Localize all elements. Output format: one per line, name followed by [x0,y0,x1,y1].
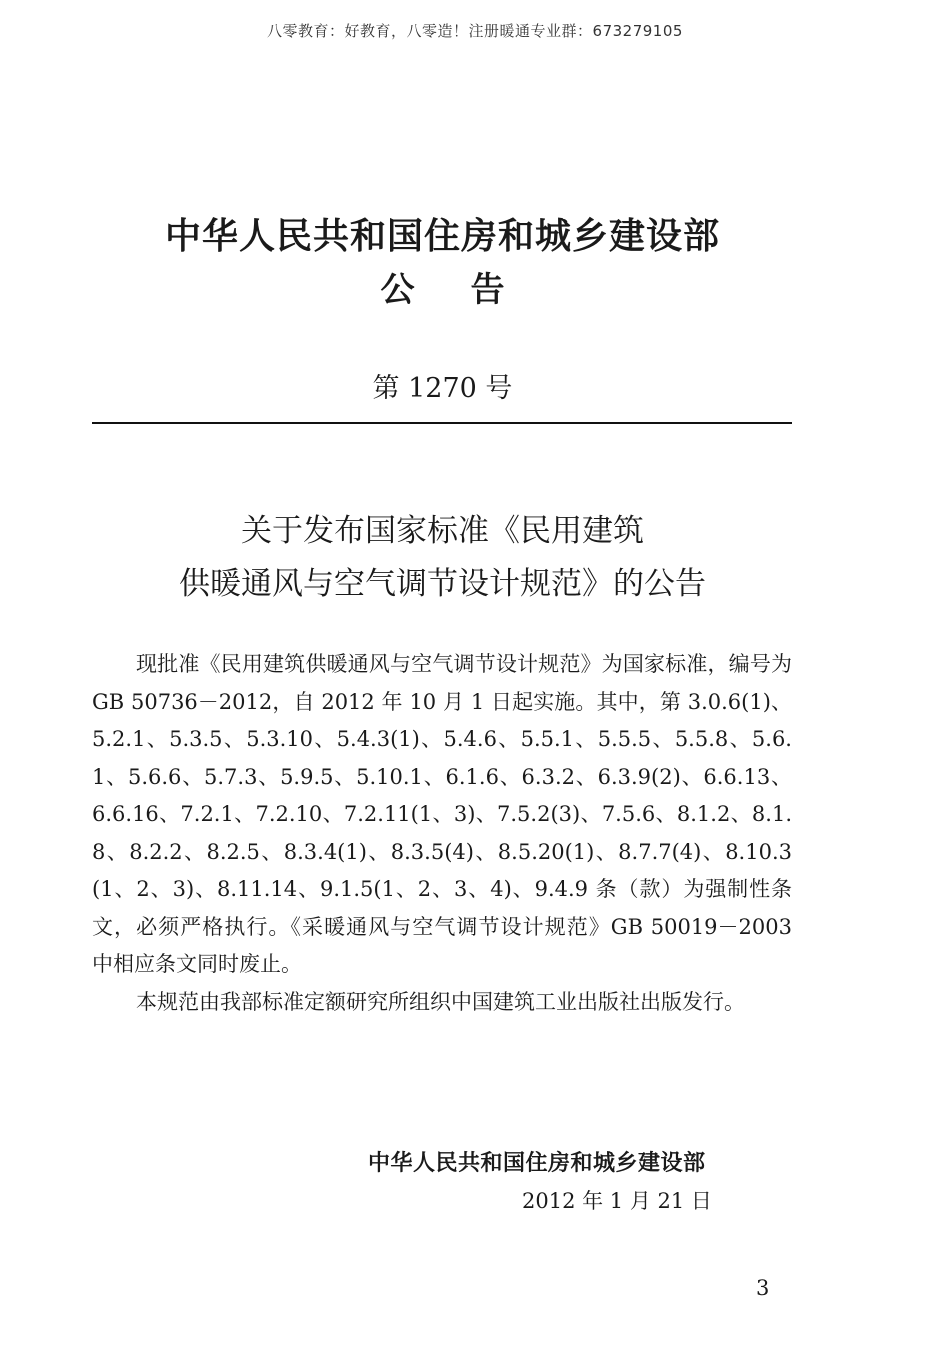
ministry-title: 中华人民共和国住房和城乡建设部 [164,216,720,257]
announcement-body [92,646,792,1021]
body-paragraph-2: 本规范由我部标准定额研究所组织中国建筑工业出版社出版发行。 [136,989,745,1014]
body-paragraph-1: 现批准《民用建筑供暖通风与空气调节设计规范》为国家标准，编号为 GB 50736－2012，自 2012 年 10 月 1 日起实施。其中，第 3.0.6(1)、5.2.1、5.3.5、5.3.10、5.4.3(1)、5.4.6、5.5.1、5.5.5、5.5.8、5.6.1、5.6.6、5.7.3、5.9.5、5.10.1、6.1.6、6.3.2、6.3.9(2)、6.6.13、6.6.16、7.2.1、7.2.10、7.2.11(1、3)、7.5.2(3)、7.5.6、8.1.2、8.1.8、8.2.2、8.2.5、8.3.4(1)、8.3.5(4)、8.5.20(1)、8.7.7(4)、8.10.3(1、2、3)、8.11.14、9.1.5(1、2、3、4)、9.4.9 条（款）为强制性条文，必须严格执行。《采暖通风与空气调节设计规范》GB 50019－2003 中相应条文同时废止。 [92,652,792,976]
announcement-number: 第 1270 号 [372,373,513,404]
title-divider [92,422,792,424]
announcement-subject [0,505,885,611]
header-watermark: 八零教育：好教育，八零造！注册暖通专业群：673279105 [267,22,683,40]
announcement-heading: 公告 [380,270,561,310]
page-number: 3 [756,1276,770,1300]
subject-line-2: 供暖通风与空气调节设计规范》的公告 [179,566,706,602]
signature-date: 2012 年 1 月 21 日 [522,1189,712,1213]
subject-line-1: 关于发布国家标准《民用建筑 [241,513,644,549]
signature-issuer: 中华人民共和国住房和城乡建设部 [368,1151,706,1176]
